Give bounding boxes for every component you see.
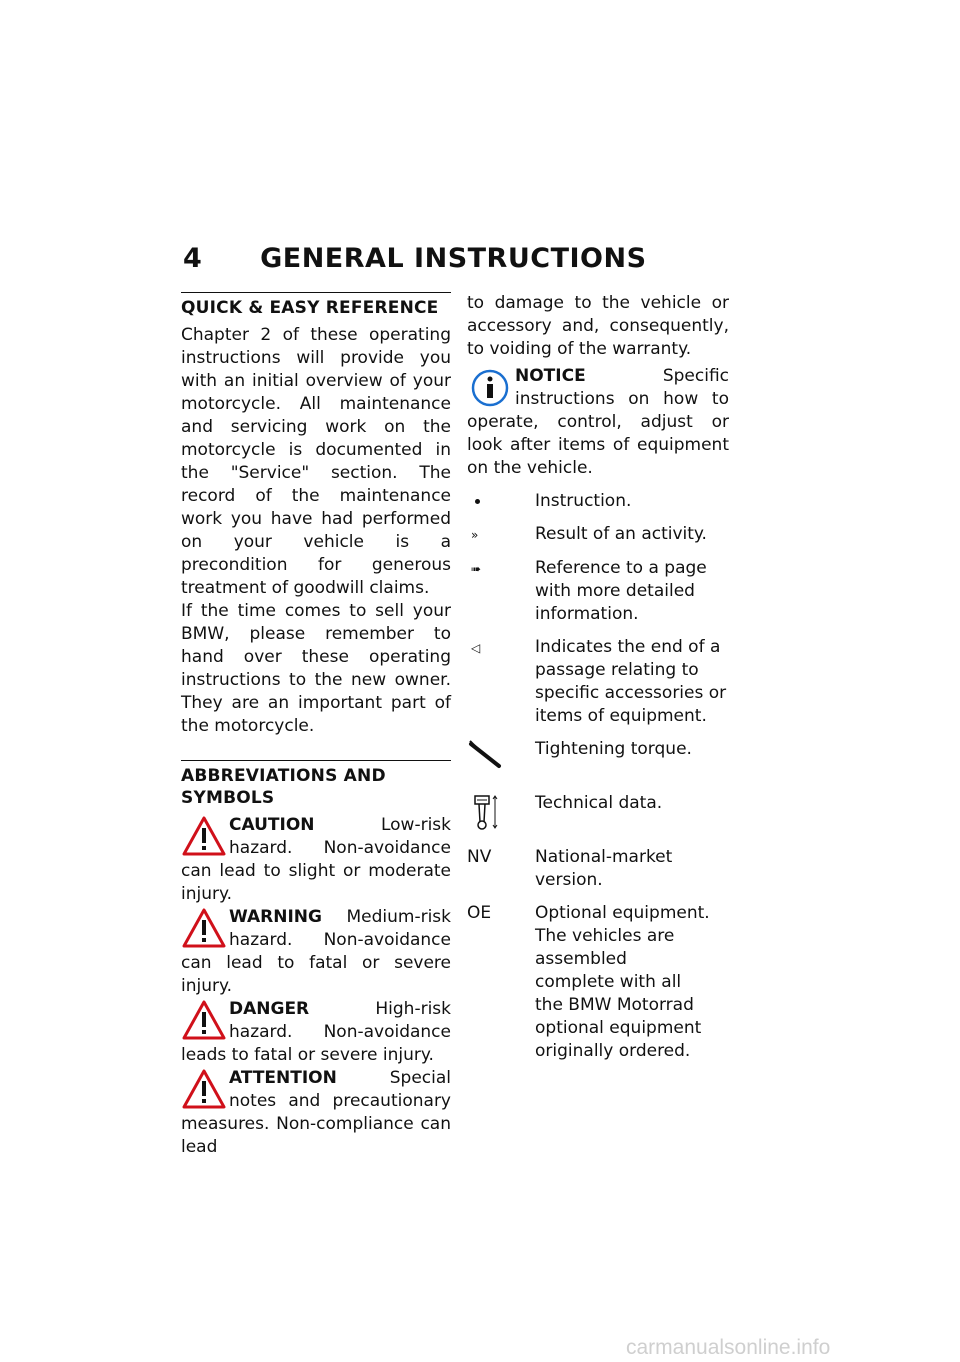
caution-text: Low-risk hazard. Non-avoidance can lead to slight or moderate injury. xyxy=(181,815,451,904)
symbol-description: Reference to a page with more detailed information. xyxy=(535,558,707,624)
torque-wrench-icon xyxy=(467,738,507,776)
danger-label: DANGER xyxy=(229,999,310,1019)
caution-label: CAUTION xyxy=(229,815,315,835)
symbol-row-instruction xyxy=(467,490,729,513)
quick-reference-para-2: If the time comes to sell your BMW, please remember to hand over these operating instructions to the new owner. They are an important part of the motorcycle. xyxy=(181,601,451,736)
notice-label: NOTICE xyxy=(515,366,586,386)
left-column xyxy=(181,292,451,1159)
warning-notice xyxy=(181,906,451,998)
result-icon: » xyxy=(471,528,479,542)
chapter-number: 4 xyxy=(183,243,203,274)
attention-text-continued: to damage to the vehicle or accessory and, consequently, to voiding of the warranty. xyxy=(467,293,729,359)
oe-note: The vehicles are assembled complete with all the BMW Motorrad optional equipment originally ordered. xyxy=(535,926,702,1061)
symbol-row-oe xyxy=(467,902,729,1063)
symbol-row-torque xyxy=(467,738,729,782)
symbol-row-reference xyxy=(467,557,729,626)
attention-label: ATTENTION xyxy=(229,1068,337,1088)
notice-text: Specific instructions on how to operate, control, adjust or look after items of equipment on the vehicle. xyxy=(467,366,729,478)
symbol-description: Technical data. xyxy=(535,793,663,813)
abbreviations-heading: ABBREVIATIONS AND SYMBOLS xyxy=(181,766,386,808)
attention-notice xyxy=(181,1067,451,1159)
chapter-title xyxy=(183,243,647,274)
symbol-row-nv xyxy=(467,846,729,892)
abbreviation-nv: NV xyxy=(467,847,492,867)
symbol-row-end xyxy=(467,636,729,728)
danger-notice xyxy=(181,998,451,1067)
symbol-description: National-market version. xyxy=(535,847,673,890)
end-triangle-icon: ◁ xyxy=(471,641,481,655)
section-divider xyxy=(181,760,451,761)
symbol-description: Indicates the end of a passage relating to specific accessories or items of equipment. xyxy=(535,637,727,726)
quick-reference-heading: QUICK & EASY REFERENCE xyxy=(181,298,439,318)
abbreviation-oe: OE xyxy=(467,903,492,923)
footer-watermark: carmanualsonline.info xyxy=(626,1336,831,1359)
warning-triangle-icon xyxy=(181,814,227,858)
notice-block xyxy=(467,365,729,480)
section-divider xyxy=(181,292,451,293)
symbol-row-technical-data xyxy=(467,792,729,836)
warning-text: Medium-risk hazard. Non-avoidance can lead to fatal or severe injury. xyxy=(181,907,451,996)
info-icon xyxy=(467,365,513,409)
chapter-title-text: GENERAL INSTRUCTIONS xyxy=(260,243,647,274)
symbol-description: Instruction. xyxy=(535,491,632,511)
danger-text: High-risk hazard. Non-avoidance leads to fatal or severe injury. xyxy=(181,999,451,1065)
reference-arrow-icon: ➠ xyxy=(471,562,482,576)
warning-label: WARNING xyxy=(229,907,322,927)
symbol-description: Result of an activity. xyxy=(535,524,707,544)
quick-reference-para-1: Chapter 2 of these operating instructions will provide you with an initial overview of your motorcycle. All maintenance and servicing work on the motorcycle is documented in the "Service" section. The record of the maintenance work you have had performed on your vehicle is a precondition for generous treatment of goodwill claims. xyxy=(181,325,451,598)
symbol-description: Tightening torque. xyxy=(535,739,692,759)
warning-triangle-icon xyxy=(181,906,227,950)
caution-notice xyxy=(181,814,451,906)
bullet-icon xyxy=(475,499,480,504)
warning-triangle-icon xyxy=(181,998,227,1042)
right-column xyxy=(467,292,729,1063)
warning-triangle-icon xyxy=(181,1067,227,1111)
symbol-row-result xyxy=(467,523,729,547)
symbol-description: Optional equipment. xyxy=(535,903,710,923)
technical-data-icon xyxy=(467,792,507,832)
attention-text: Special notes and precautionary measures. Non-compliance can lead xyxy=(181,1068,451,1157)
